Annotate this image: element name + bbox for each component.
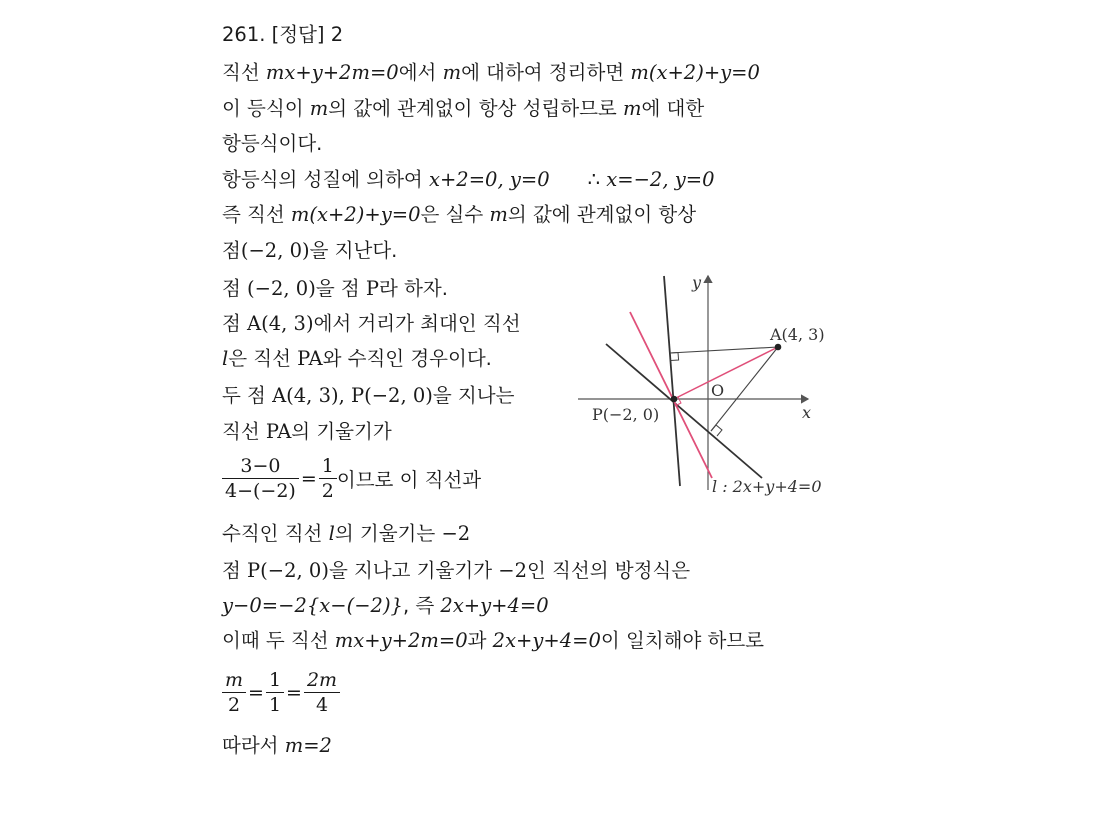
line-l (630, 312, 712, 478)
right-angle-mark-1 (670, 353, 679, 361)
text-line-9: 점 A(4, 3)에서 거리가 최대인 직선 (222, 312, 521, 335)
text-line-8: 점 (−2, 0)을 점 P라 하자. (222, 277, 448, 300)
text-line-6: 즉 직선 m(x+2)+y=0은 실수 m의 값에 관계없이 항상 (222, 203, 697, 226)
text-line-14: 수직인 직선 l의 기울기는 −2 (222, 522, 471, 545)
point-a-label: A(4, 3) (770, 325, 825, 344)
x-axis-label: x (802, 403, 812, 422)
text-line-16: y−0=−2{x−(−2)}, 즉 2x+y+4=0 (222, 594, 549, 617)
text-line-4: 항등식이다. (222, 132, 323, 155)
segment-pa (674, 347, 778, 399)
ratio-fraction-1: $\frac{m}{2}$ (222, 668, 246, 717)
coordinate-graph (572, 268, 862, 500)
answer-header: 261. [정답] 2 (222, 23, 344, 46)
line-through-p-steep (664, 276, 680, 486)
line-l-label: l : 2x+y+4=0 (712, 477, 822, 496)
text-line-7: 점(−2, 0)을 지난다. (222, 239, 398, 262)
slope-fraction: $\frac{3-0}{4-(-2)}$ (222, 454, 299, 503)
text-line-2: 직선 mx+y+2m=0에서 m에 대하여 정리하면 m(x+2)+y=0 (222, 61, 760, 84)
point-p-label: P(−2, 0) (592, 405, 660, 424)
text-line-3: 이 등식이 m의 값에 관계없이 항상 성립하므로 m에 대한 (222, 97, 705, 120)
point-a (775, 344, 782, 351)
text-line-19: 따라서 m=2 (222, 734, 332, 757)
half-fraction: $\frac{1}{2}$ (319, 454, 337, 503)
slope-fraction-line: $\frac{3-0}{4-(-2)}$ = $\frac{1}{2}$ 이므로 이 직선과 (222, 454, 481, 503)
y-axis-label: y (692, 273, 702, 292)
text-line-11: 두 점 A(4, 3), P(−2, 0)을 지나는 (222, 384, 515, 407)
text-line-12: 직선 PA의 기울기가 (222, 420, 392, 443)
ratio-fraction-2: $\frac{1}{1}$ (266, 668, 284, 717)
text-line-10: l은 직선 PA와 수직인 경우이다. (222, 347, 492, 370)
text-line-5: 항등식의 성질에 의하여 x+2=0, y=0 ∴ x=−2, y=0 (222, 168, 715, 191)
origin-label: O (711, 381, 725, 400)
distance-to-steep-line (670, 347, 778, 353)
right-angle-mark-2 (711, 425, 722, 436)
point-p (671, 396, 678, 403)
text-line-15: 점 P(−2, 0)을 지나고 기울기가 −2인 직선의 방정식은 (222, 559, 691, 582)
ratio-fraction-line: $\frac{m}{2}$ = $\frac{1}{1}$ = $\frac{2m}{4}$ (222, 668, 340, 717)
ratio-fraction-3: $\frac{2m}{4}$ (304, 668, 340, 717)
text-line-17: 이때 두 직선 mx+y+2m=0과 2x+y+4=0이 일치해야 하므로 (222, 629, 764, 652)
